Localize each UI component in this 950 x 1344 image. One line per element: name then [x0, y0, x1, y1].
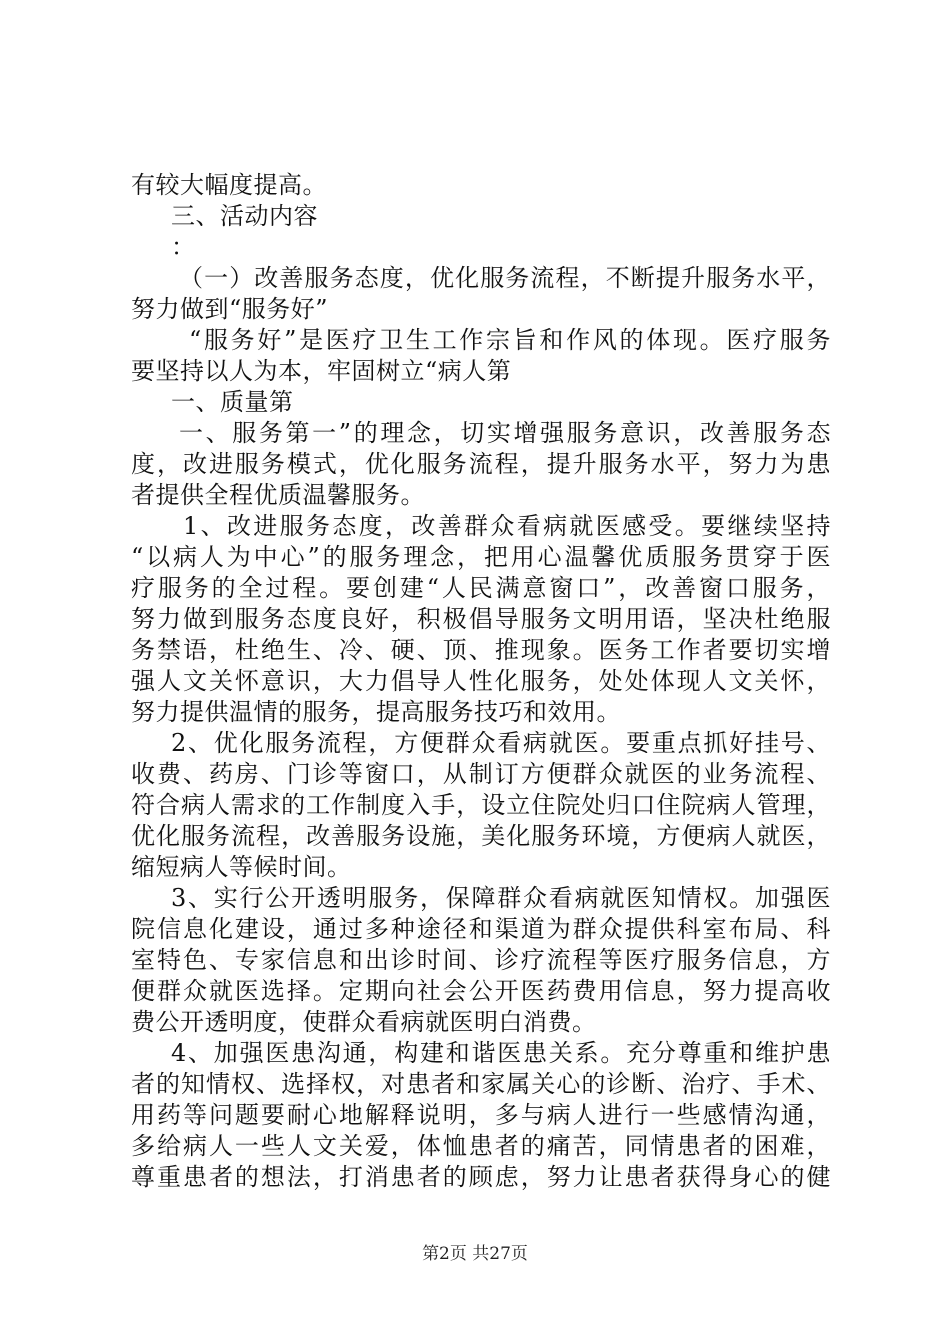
text-line: 要坚持以人为本，牢固树立“病人第 [131, 357, 512, 385]
text-line: 度，改进服务模式，优化服务流程，提升服务水平，努力为患 [131, 450, 831, 478]
text-line: 者提供全程优质温馨服务。 [131, 481, 425, 509]
text-line: 收费、药房、门诊等窗口，从制订方便群众就医的业务流程、 [131, 760, 831, 788]
paragraph-start: 3、实行公开透明服务，保障群众看病就医知情权。加强医 [171, 884, 831, 912]
text-line: 务禁语，杜绝生、冷、硬、顶、推现象。医务工作者要切实增 [131, 636, 831, 664]
text-line: 缩短病人等候时间。 [131, 853, 352, 881]
subsection-heading: （一）改善服务态度，优化服务流程，不断提升服务水平， [179, 264, 831, 292]
text-line: 尊重患者的想法，打消患者的顾虑，努力让患者获得身心的健 [131, 1163, 831, 1191]
page-number-footer: 第2页 共27页 [422, 1244, 528, 1264]
text-line: 优化服务流程，改善服务设施，美化服务环境，方便病人就医， [131, 822, 831, 850]
paragraph-start: 2、优化服务流程，方便群众看病就医。要重点抓好挂号、 [171, 729, 831, 757]
text-line: 强人文关怀意识，大力倡导人性化服务，处处体现人文关怀， [131, 667, 831, 695]
text-line: 便群众就医选择。定期向社会公开医药费用信息，努力提高收 [131, 977, 831, 1005]
document-body [131, 170, 831, 1193]
text-line: 者的知情权、选择权，对患者和家属关心的诊断、治疗、手术、 [131, 1070, 831, 1098]
text-line: 一、质量第 [171, 388, 294, 416]
text-line: 努力做到“服务好” [131, 295, 329, 323]
paragraph-start: 1、改进服务态度，改善群众看病就医感受。要继续坚持 [183, 512, 831, 540]
text-line: 疗服务的全过程。要创建“人民满意窗口”，改善窗口服务， [131, 574, 831, 602]
text-line: 努力提供温情的服务，提高服务技巧和效用。 [131, 698, 621, 726]
text-line: 努力做到服务态度良好，积极倡导服务文明用语，坚决杜绝服 [131, 605, 831, 633]
text-line: 一、服务第一”的理念，切实增强服务意识，改善服务态 [179, 419, 831, 447]
paragraph-start: 4、加强医患沟通，构建和谐医患关系。充分尊重和维护患 [171, 1039, 831, 1067]
text-line: 多给病人一些人文关爱，体恤患者的痛苦，同情患者的困难， [131, 1132, 831, 1160]
text-line: 费公开透明度，使群众看病就医明白消费。 [131, 1008, 597, 1036]
text-line: 室特色、专家信息和出诊时间、诊疗流程等医疗服务信息，方 [131, 946, 831, 974]
text-line: 院信息化建设，通过多种途径和渠道为群众提供科室布局、科 [131, 915, 831, 943]
text-line: 符合病人需求的工作制度入手，设立住院处归口住院病人管理， [131, 791, 831, 819]
text-line: “服务好”是医疗卫生工作宗旨和作风的体现。医疗服务 [189, 326, 831, 354]
text-line: ： [171, 233, 196, 261]
text-line: “以病人为中心”的服务理念，把用心温馨优质服务贯穿于医 [131, 543, 831, 571]
section-heading: 三、活动内容 [171, 202, 318, 230]
text-line: 有较大幅度提高。 [131, 171, 327, 199]
text-line: 用药等问题要耐心地解释说明，多与病人进行一些感情沟通， [131, 1101, 831, 1129]
